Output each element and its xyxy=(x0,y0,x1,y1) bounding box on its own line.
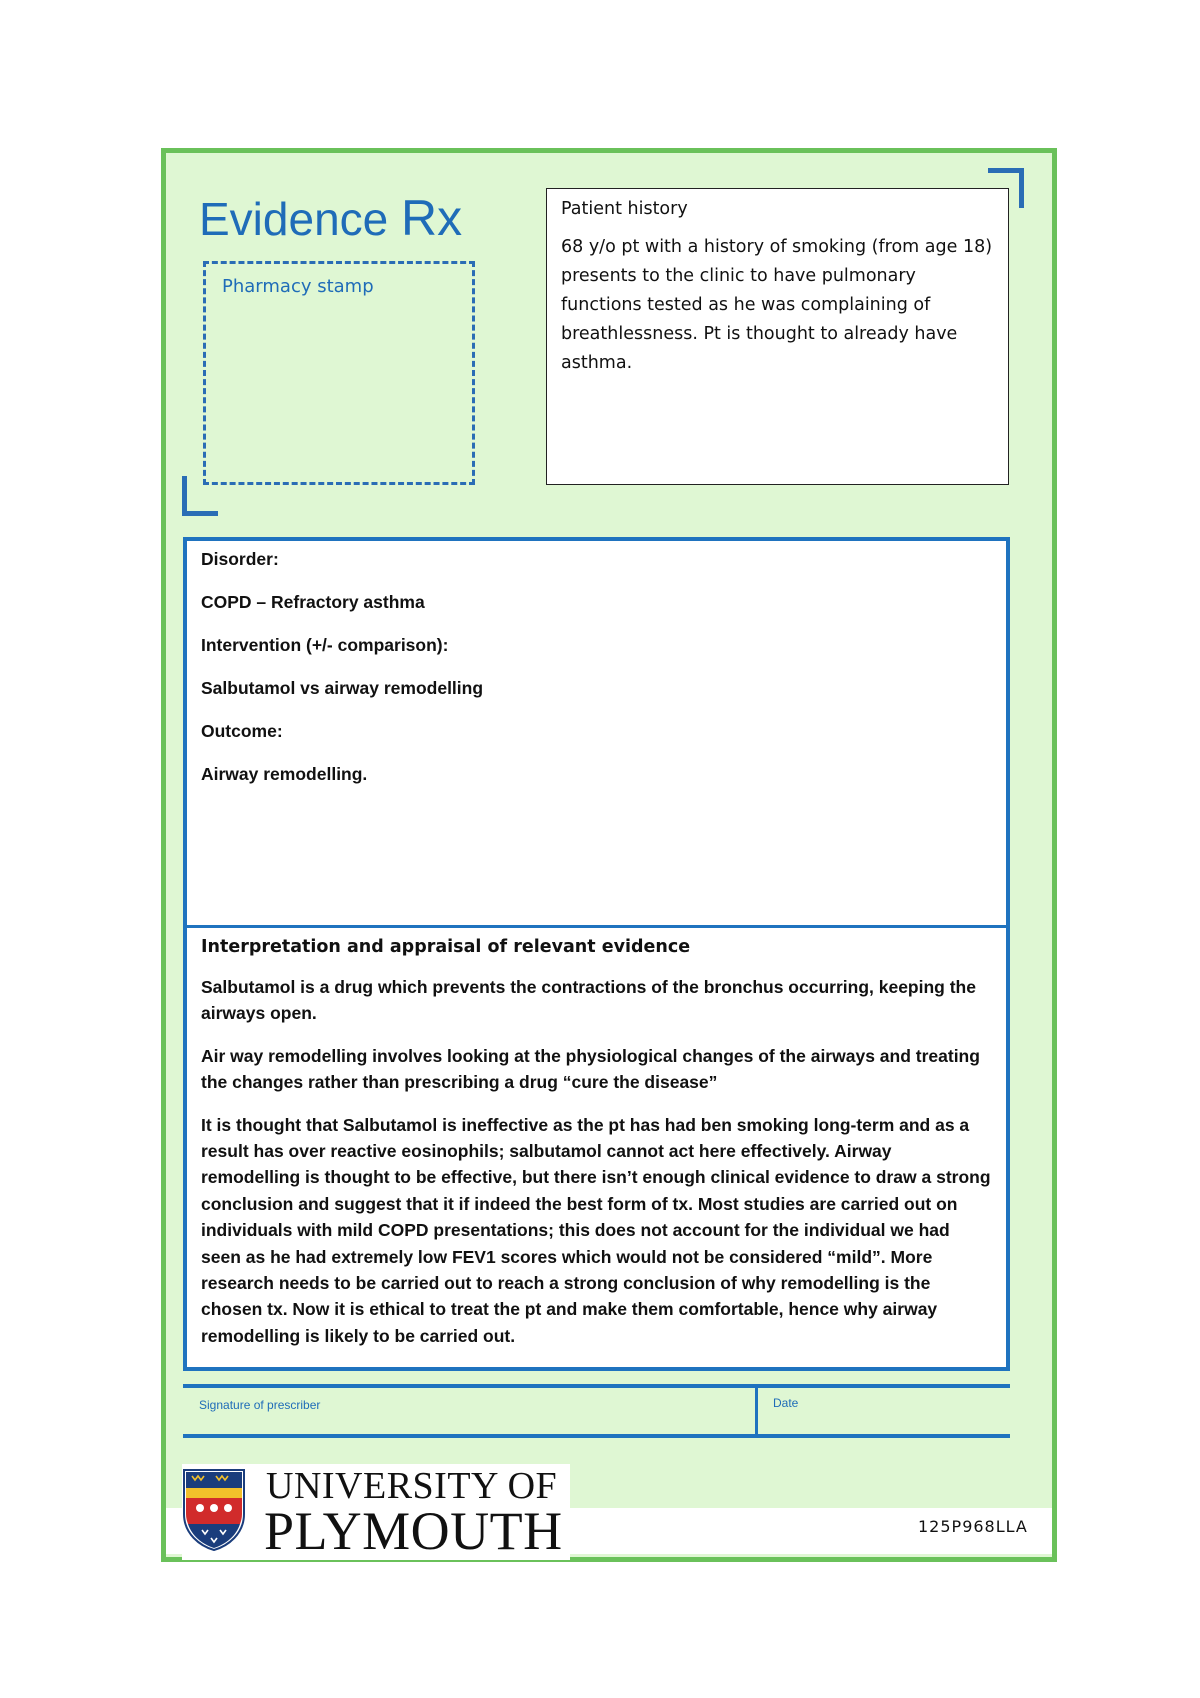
evidence-box xyxy=(183,537,1010,1371)
patient-history-box xyxy=(546,188,1009,485)
logo-line-university-of: UNIVERSITY OF xyxy=(266,1465,558,1507)
form-title xyxy=(199,189,462,247)
title-main: Evidence xyxy=(199,193,402,245)
university-logo xyxy=(182,1464,570,1560)
appraisal-paragraph: It is thought that Salbutamol is ineffective as the pt has had ben smoking long-term and as a result has over reactive eosinophils; salbutamol cannot act here effectively. Airway remodelling is thought to be effective, but there isn’t enough clinical evidence to draw a strong conclusion and suggest that it if indeed the best form of tx. Most studies are carried out on individuals with mild COPD presentations; this does not account for the individual we had seen as he had extremely low FEV1 scores which would not be considered “mild”. More research needs to be carried out to reach a strong conclusion of why remodelling is the chosen tx. Now it is ethical to treat the pt and make them comfortable, hence why airway remodelling is likely to be carried out. xyxy=(201,1114,991,1346)
reference-code: 125P968LLA xyxy=(918,1517,1028,1536)
prescriber-signature-label: Signature of prescriber xyxy=(199,1398,321,1412)
pico-section xyxy=(187,541,1006,928)
crest-icon xyxy=(182,1468,246,1552)
appraisal-section xyxy=(187,928,1006,1367)
title-rx: Rx xyxy=(401,190,463,246)
appraisal-paragraph: Salbutamol is a drug which prevents the contractions of the bronchus occurring, keeping the airways open. xyxy=(201,977,976,1024)
pharmacy-stamp-label: Pharmacy stamp xyxy=(222,276,374,297)
intervention-label: Intervention (+/- comparison): xyxy=(201,635,449,655)
logo-line-plymouth: PLYMOUTH xyxy=(264,1501,563,1561)
outcome-value: Airway remodelling. xyxy=(201,764,368,784)
patient-history-text: 68 y/o pt with a history of smoking (from age 18) presents to the clinic to have pulmonary functions tested as he was complaining of breathlessness. Pt is thought to already have asthma. xyxy=(561,237,993,373)
outcome-label: Outcome: xyxy=(201,721,283,741)
signature-row xyxy=(183,1384,1010,1438)
appraisal-paragraph: Air way remodelling involves looking at the physiological changes of the airways and treating the changes rather than prescribing a drug “cure the disease” xyxy=(201,1045,980,1093)
patient-history-heading: Patient history xyxy=(561,199,688,219)
disorder-value: COPD – Refractory asthma xyxy=(201,592,425,612)
signature-divider xyxy=(755,1388,758,1434)
intervention-value: Salbutamol vs airway remodelling xyxy=(201,678,484,698)
date-label: Date xyxy=(773,1396,799,1410)
pharmacy-stamp-box xyxy=(203,261,475,485)
disorder-label: Disorder: xyxy=(201,549,279,569)
appraisal-heading: Interpretation and appraisal of relevant evidence xyxy=(201,937,691,957)
